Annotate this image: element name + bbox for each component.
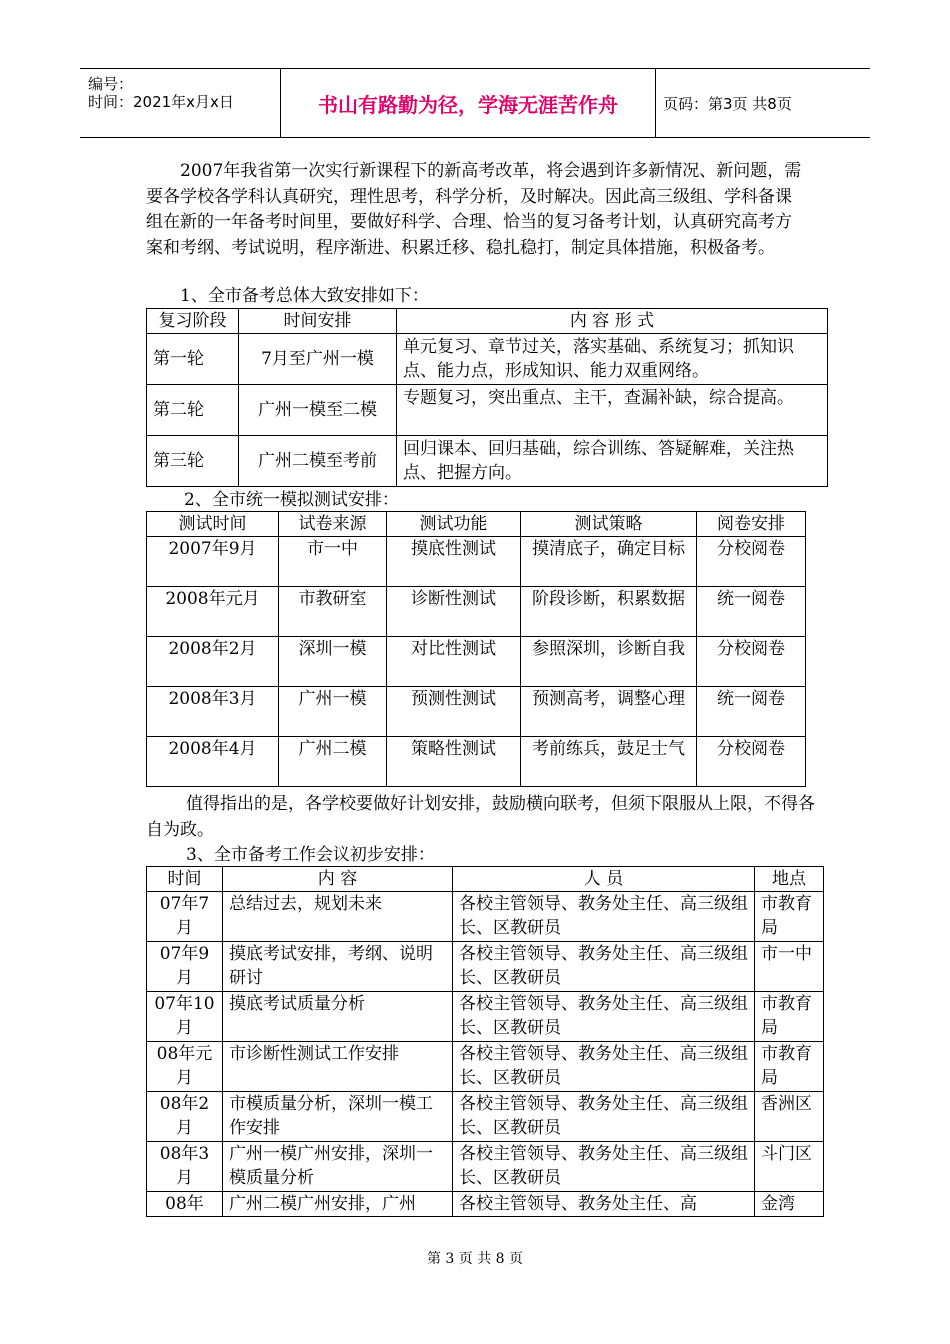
meeting-date-cell: 08年元月 [147,1042,223,1092]
attendees-cell: 各校主管领导、教务处主任、高三级组长、区教研员 [453,892,755,942]
header-cell: 人 员 [453,867,755,892]
marking-cell: 统一阅卷 [697,687,806,737]
paper-source-cell: 市一中 [279,537,387,587]
test-function-cell: 摸底性测试 [387,537,521,587]
stage-cell: 第二轮 [147,385,239,436]
attendees-cell: 各校主管领导、教务处主任、高三级组长、区教研员 [453,1142,755,1192]
table-row [147,687,806,737]
location-cell: 斗门区 [755,1142,824,1192]
header-cell: 阅卷安排 [697,512,806,537]
meeting-schedule-table [146,866,824,1217]
table-row [147,436,828,487]
test-function-cell: 预测性测试 [387,687,521,737]
attendees-cell: 各校主管领导、教务处主任、高三级组长、区教研员 [453,1092,755,1142]
table-row [147,334,828,385]
header-cell: 测试时间 [147,512,279,537]
table-row [147,587,806,637]
table-row [147,1092,824,1142]
meeting-content-cell: 市模质量分析，深圳一模工作安排 [223,1092,453,1142]
test-strategy-cell: 预测高考，调整心理 [521,687,697,737]
test-strategy-cell: 阶段诊断，积累数据 [521,587,697,637]
paper-source-cell: 深圳一模 [279,637,387,687]
section3-title: 3、全市备考工作会议初步安排： [186,845,435,865]
attendees-cell: 各校主管领导、教务处主任、高三级组长、区教研员 [453,1042,755,1092]
meeting-date-cell: 08年 [147,1192,223,1217]
meeting-date-cell: 07年9月 [147,942,223,992]
period-cell: 广州一模至二模 [239,385,397,436]
period-cell: 7月至广州一模 [239,334,397,385]
test-strategy-cell: 考前练兵，鼓足士气 [521,737,697,787]
header-cell: 地点 [755,867,824,892]
marking-cell: 统一阅卷 [697,587,806,637]
page-code: 页码：第3页 共8页 [663,94,792,113]
header-cell: 时间安排 [239,309,397,334]
meeting-date-cell: 07年10月 [147,992,223,1042]
table-row [147,942,824,992]
table-header-row [147,867,824,892]
test-date-cell: 2008年2月 [147,637,279,687]
header-cell: 测试策略 [521,512,697,537]
test-date-cell: 2008年3月 [147,687,279,737]
table-row [147,737,806,787]
test-strategy-cell: 摸清底子，确定目标 [521,537,697,587]
table-row [147,637,806,687]
table-header-row [147,512,806,537]
header-meta [80,69,281,137]
header-motto: 书山有路勤为径，学海无涯苦作舟 [281,69,656,137]
header-cell: 试卷来源 [279,512,387,537]
meeting-content-cell: 广州一模广州安排，深圳一模质量分析 [223,1142,453,1192]
table-header-row [147,309,828,334]
location-cell: 市教育局 [755,992,824,1042]
table-row [147,892,824,942]
period-cell: 广州二模至考前 [239,436,397,487]
location-cell: 香洲区 [755,1092,824,1142]
intro-text: 2007年我省第一次实行新课程下的新高考改革，将会遇到许多新情况、新问题，需要各学校各学科认真研究，理性思考，科学分析，及时解决。因此高三级组、学科备课组在新的一年备考时间里，要做好科学、合理、恰当的复习备考计划，认真研究高考方案和考纲、考试说明，程序渐进、积累迁移、稳扎稳打，制定具体措施，积极备考。 [146,161,802,258]
header-cell: 内 容 形 式 [397,309,828,334]
header-cell: 时间 [147,867,223,892]
location-cell: 市教育局 [755,892,824,942]
header-cell: 内 容 [223,867,453,892]
attendees-cell: 各校主管领导、教务处主任、高 [453,1192,755,1217]
header-cell: 复习阶段 [147,309,239,334]
number-label: 编号： [88,75,134,93]
meeting-content-cell: 总结过去，规划未来 [223,892,453,942]
test-function-cell: 诊断性测试 [387,587,521,637]
test-date-cell: 2008年4月 [147,737,279,787]
meeting-content-cell: 摸底考试安排，考纲、说明研讨 [223,942,453,992]
test-function-cell: 对比性测试 [387,637,521,687]
note-text: 值得指出的是，各学校要做好计划安排，鼓励横向联考，但须下限服从上限，不得各自为政。 [146,794,815,840]
section1-title: 1、全市备考总体大致安排如下： [180,286,429,306]
review-schedule-table [146,308,828,487]
content-cell: 专题复习，突出重点、主干，查漏补缺，综合提高。 [397,385,828,436]
paper-source-cell: 市教研室 [279,587,387,637]
meeting-content-cell: 摸底考试质量分析 [223,992,453,1042]
marking-cell: 分校阅卷 [697,537,806,587]
attendees-cell: 各校主管领导、教务处主任、高三级组长、区教研员 [453,992,755,1042]
table-row [147,385,828,436]
content-cell: 回归课本、回归基础，综合训练、答疑解难，关注热点、把握方向。 [397,436,828,487]
test-date-cell: 2007年9月 [147,537,279,587]
paper-source-cell: 广州一模 [279,687,387,737]
test-function-cell: 策略性测试 [387,737,521,787]
location-cell: 金湾 [755,1192,824,1217]
marking-cell: 分校阅卷 [697,737,806,787]
section2-title: 2、全市统一模拟测试安排： [184,490,399,510]
meeting-date-cell: 07年7月 [147,892,223,942]
stage-cell: 第三轮 [147,436,239,487]
attendees-cell: 各校主管领导、教务处主任、高三级组长、区教研员 [453,942,755,992]
table-row [147,1192,824,1217]
mock-test-table [146,511,806,787]
table-row [147,992,824,1042]
table-row [147,1042,824,1092]
intro-paragraph [146,159,808,261]
meeting-date-cell: 08年2月 [147,1092,223,1142]
table-row [147,1142,824,1192]
note-paragraph [146,792,818,843]
page-header [80,68,870,138]
meeting-date-cell: 08年3月 [147,1142,223,1192]
meeting-content-cell: 市诊断性测试工作安排 [223,1042,453,1092]
meeting-content-cell: 广州二模广州安排，广州 [223,1192,453,1217]
marking-cell: 分校阅卷 [697,637,806,687]
location-cell: 市一中 [755,942,824,992]
date-line: 时间：2021年x月x日 [88,93,234,111]
location-cell: 市教育局 [755,1042,824,1092]
test-strategy-cell: 参照深圳，诊断自我 [521,637,697,687]
paper-source-cell: 广州二模 [279,737,387,787]
page-footer: 第 3 页 共 8 页 [426,1251,524,1267]
table-row [147,537,806,587]
test-date-cell: 2008年元月 [147,587,279,637]
header-cell: 测试功能 [387,512,521,537]
stage-cell: 第一轮 [147,334,239,385]
content-cell: 单元复习、章节过关，落实基础、系统复习；抓知识点、能力点，形成知识、能力双重网络。 [397,334,828,385]
